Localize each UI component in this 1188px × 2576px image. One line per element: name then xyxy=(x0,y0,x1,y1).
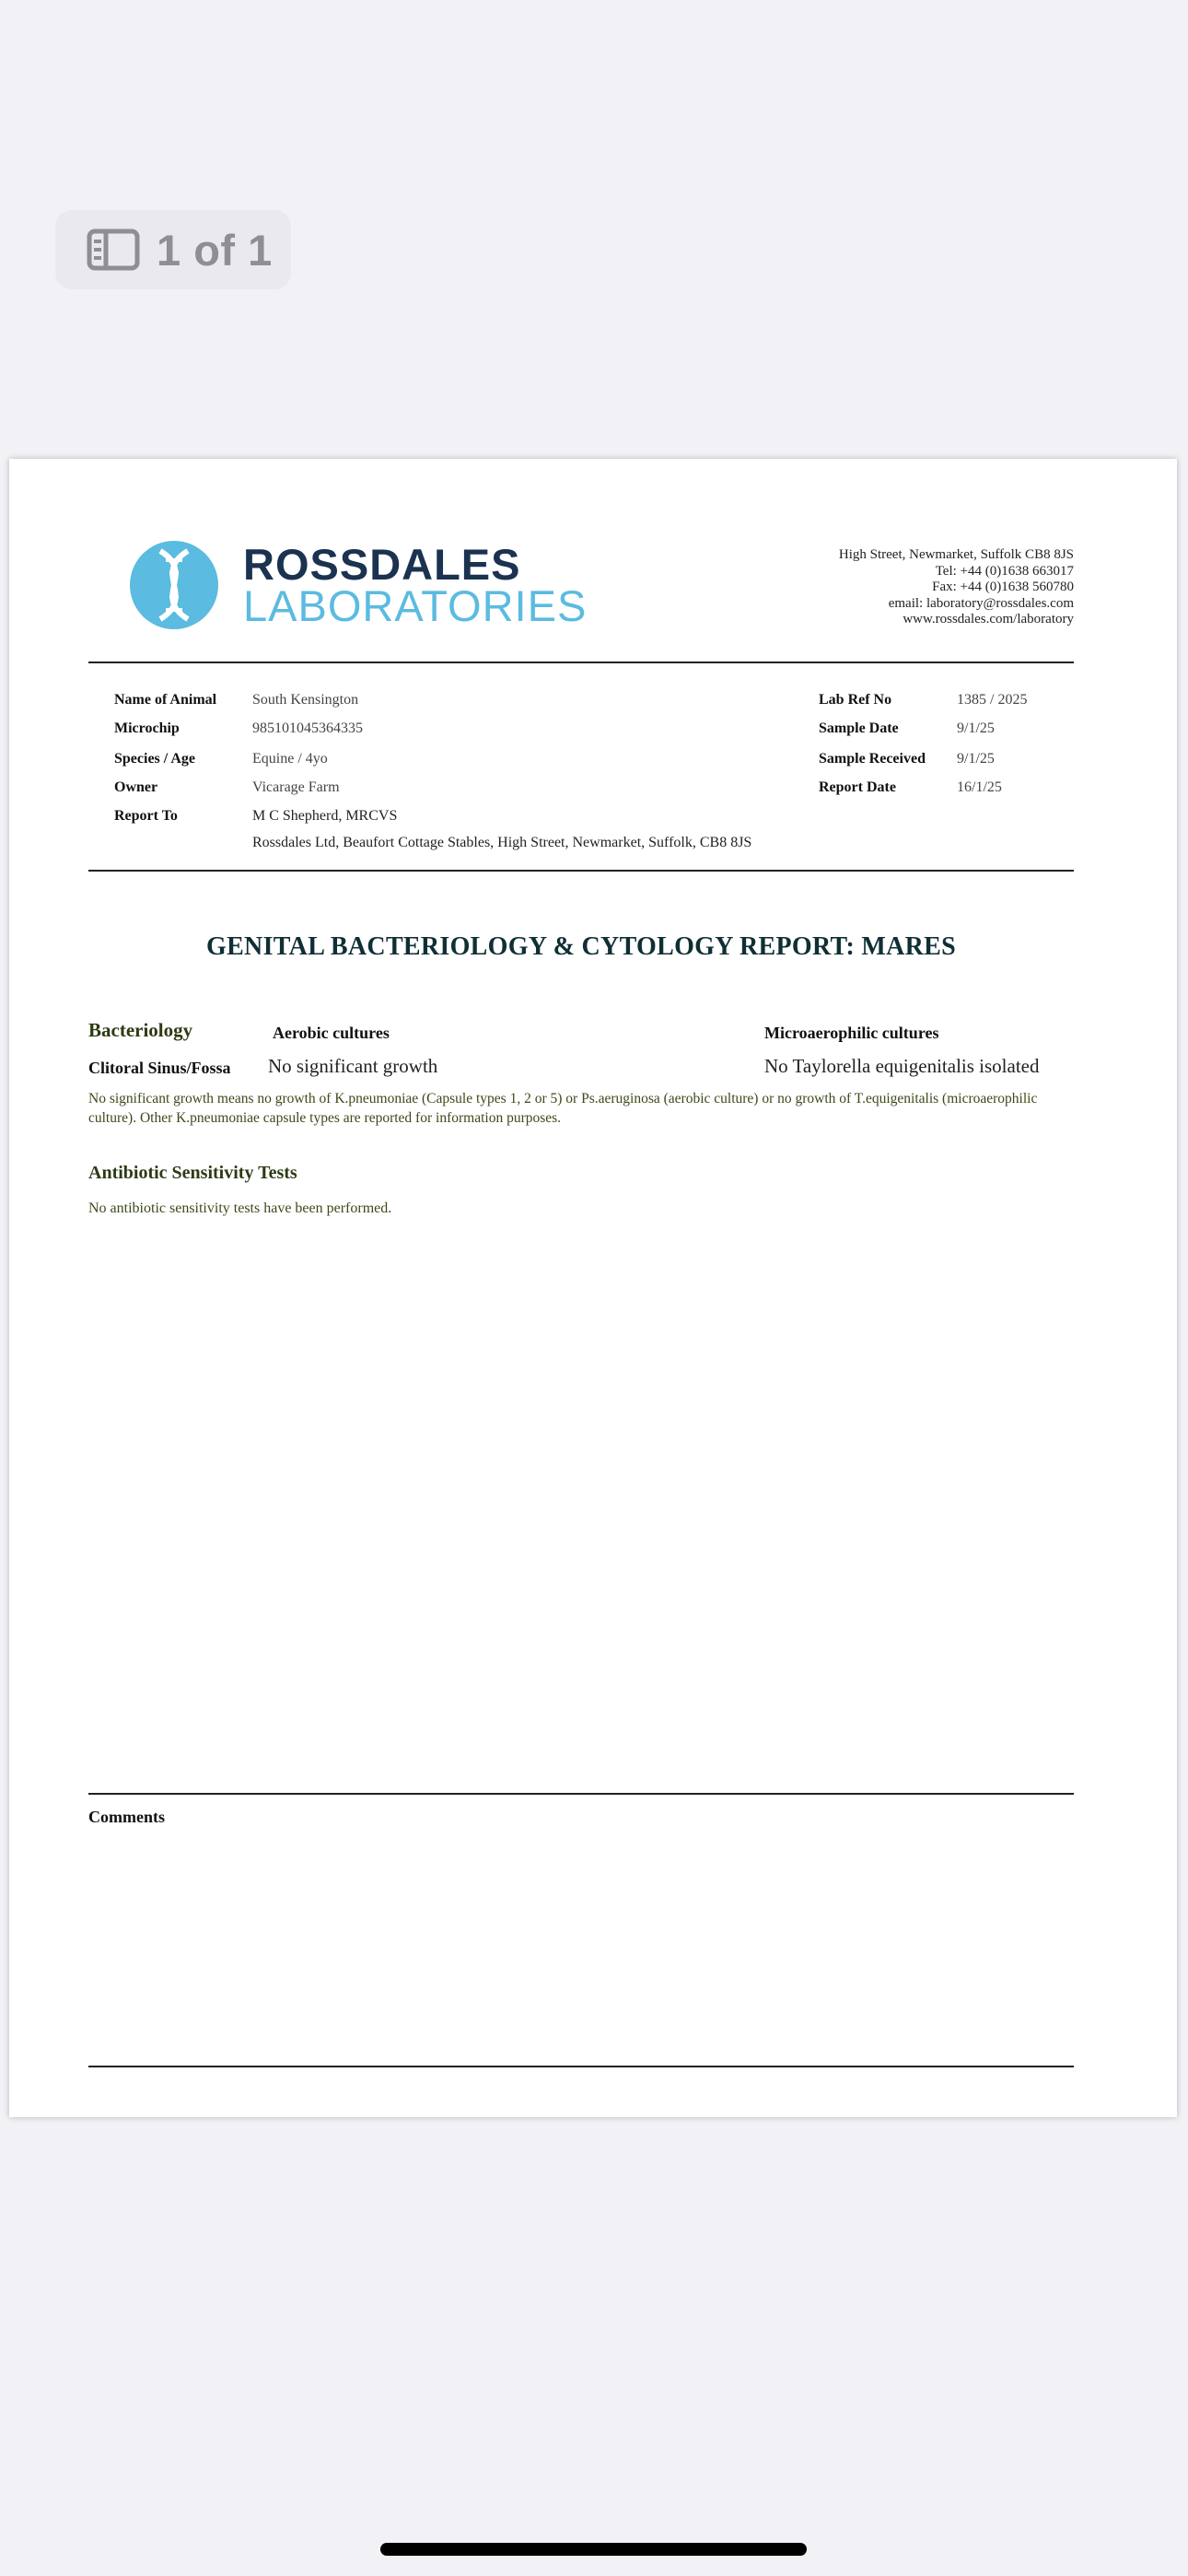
details-divider xyxy=(88,870,1074,872)
sidebar-icon xyxy=(87,228,140,271)
value-lab-ref: 1385 / 2025 xyxy=(957,692,1028,708)
microaerophilic-header: Microaerophilic cultures xyxy=(764,1024,939,1042)
label-report-to: Report To xyxy=(114,808,178,824)
lab-address xyxy=(839,547,1074,628)
page-indicator[interactable] xyxy=(55,210,291,289)
value-animal-name: South Kensington xyxy=(252,692,359,708)
header-divider xyxy=(88,662,1074,663)
value-sample-date: 9/1/25 xyxy=(957,720,995,736)
address-street: High Street, Newmarket, Suffolk CB8 8JS xyxy=(838,547,1074,562)
ast-text: No antibiotic sensitivity tests have been performed. xyxy=(88,1200,392,1216)
bacteriology-heading: Bacteriology xyxy=(88,1019,193,1041)
value-species-age: Equine / 4yo xyxy=(252,751,328,767)
label-lab-ref: Lab Ref No xyxy=(819,692,892,708)
label-owner: Owner xyxy=(114,779,158,795)
label-sample-received: Sample Received xyxy=(819,751,926,767)
page-count: 1 of 1 xyxy=(157,225,273,275)
address-web: www.rossdales.com/laboratory xyxy=(903,612,1074,626)
logo-subtitle: LABORATORIES xyxy=(243,581,588,630)
address-fax: Fax: +44 (0)1638 560780 xyxy=(932,580,1074,594)
microaerophilic-result: No Taylorella equigenitalis isolated xyxy=(764,1055,1040,1077)
interpretation-note: No significant growth means no growth of K.pneumoniae (Capsule types 1, 2 or 5) or Ps.aeruginosa (aerobic culture) or no growth of T.equigenitalis (microaerophilic culture). Other K.pneumoniae capsule types are reported for information purposes. xyxy=(88,1091,1038,1126)
logo-title: ROSSDALES xyxy=(243,540,521,589)
site-label: Clitoral Sinus/Fossa xyxy=(88,1059,231,1077)
aerobic-header: Aerobic cultures xyxy=(273,1024,390,1042)
value-microchip: 985101045364335 xyxy=(252,720,363,736)
dna-logo-icon xyxy=(129,540,219,630)
comments-label: Comments xyxy=(88,1808,165,1826)
address-tel: Tel: +44 (0)1638 663017 xyxy=(935,563,1074,579)
value-owner: Vicarage Farm xyxy=(252,779,340,795)
value-report-to-address: Rossdales Ltd, Beaufort Cottage Stables, High Street, Newmarket, Suffolk, CB8 8JS xyxy=(252,835,752,850)
aerobic-result: No significant growth xyxy=(268,1055,438,1077)
value-report-date: 16/1/25 xyxy=(957,779,1002,795)
home-indicator[interactable] xyxy=(380,2543,807,2556)
address-email: email: laboratory@rossdales.com xyxy=(888,595,1074,611)
label-microchip: Microchip xyxy=(114,720,180,736)
label-species-age: Species / Age xyxy=(114,751,195,767)
label-report-date: Report Date xyxy=(819,779,896,795)
ast-heading: Antibiotic Sensitivity Tests xyxy=(88,1163,297,1183)
value-report-to: M C Shepherd, MRCVS xyxy=(252,808,398,824)
comments-bottom-divider xyxy=(88,2066,1074,2067)
comments-top-divider xyxy=(88,1793,1074,1795)
label-animal-name: Name of Animal xyxy=(114,692,217,708)
value-sample-received: 9/1/25 xyxy=(957,751,995,767)
report-title: GENITAL BACTERIOLOGY & CYTOLOGY REPORT: MARES xyxy=(206,932,956,961)
label-sample-date: Sample Date xyxy=(819,720,899,736)
